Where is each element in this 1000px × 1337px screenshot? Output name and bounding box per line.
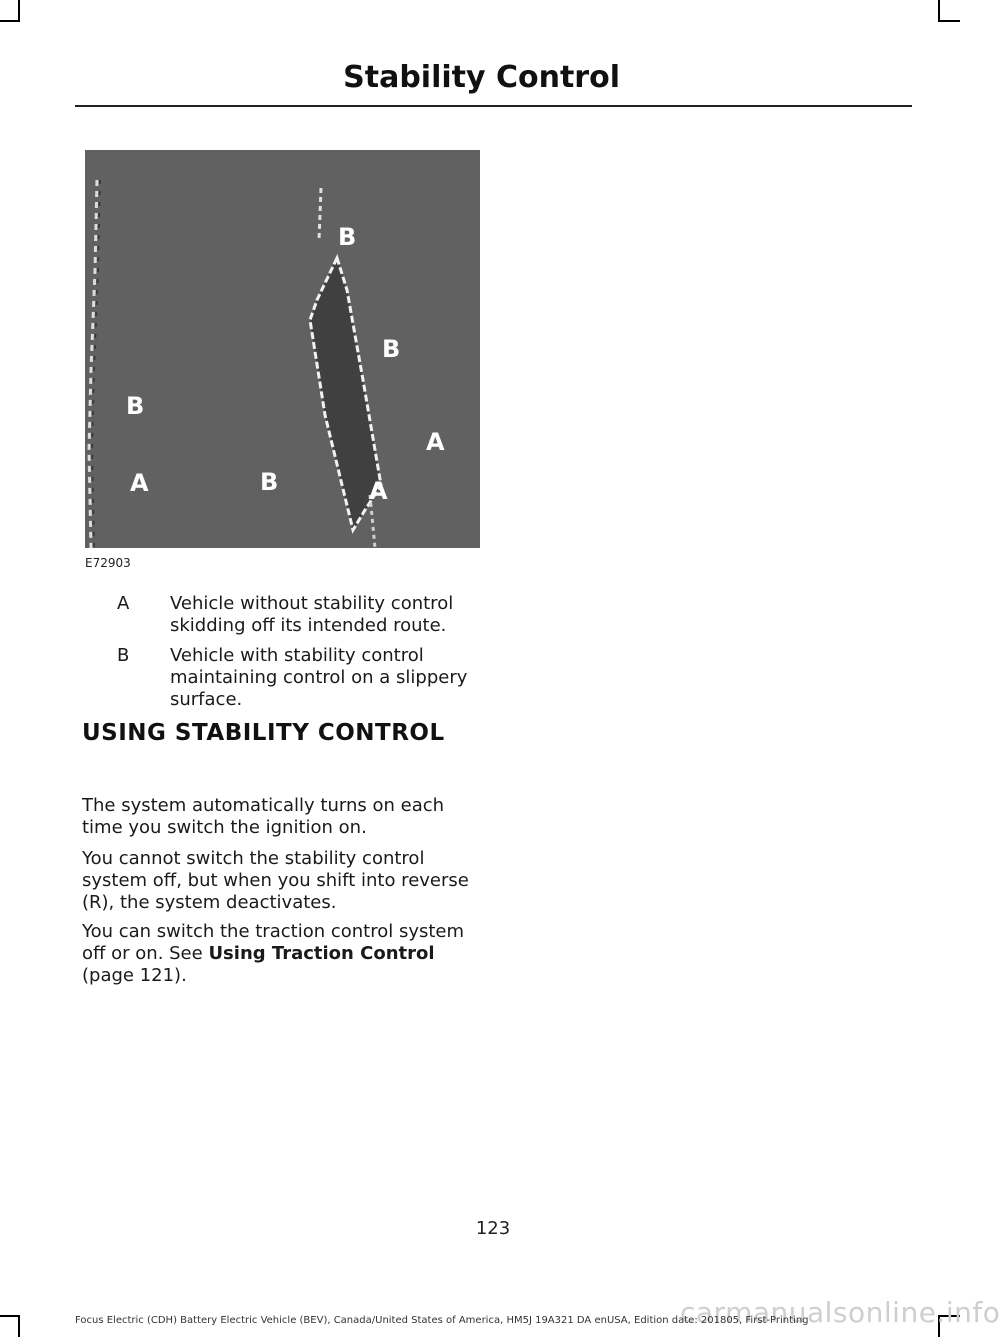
legend-key: B <box>117 645 130 666</box>
legend-text: Vehicle without stability control skidding off its intended route. <box>170 593 454 636</box>
section-heading: USING STABILITY CONTROL <box>82 720 445 746</box>
crop-mark <box>18 0 20 22</box>
crop-mark <box>940 20 960 22</box>
paragraph: The system automatically turns on each time you switch the ignition on. <box>82 795 445 838</box>
crop-mark <box>938 0 940 22</box>
figure-label-a: A <box>369 477 388 505</box>
footer-edition: Focus Electric (CDH) Battery Electric Vehicle (BEV), Canada/United States of America, HM5J 19A321 DA enUSA, Edition date: 201805, First-Printing <box>75 1315 809 1326</box>
page-reference: (page 121). <box>82 965 187 986</box>
cross-reference-link[interactable]: Using Traction Control <box>208 943 435 964</box>
paragraph: You cannot switch the stability control system off, but when you shift into reverse (R), the system deactivates. <box>82 848 469 913</box>
figure-label-b: B <box>260 468 279 496</box>
figure-label-b: B <box>126 392 145 420</box>
crop-mark <box>0 20 20 22</box>
figure-label-a: A <box>426 428 445 456</box>
crop-mark <box>18 1315 20 1337</box>
legend-key: A <box>117 593 130 614</box>
crop-mark <box>0 1315 20 1317</box>
figure-code: E72903 <box>85 556 131 570</box>
figure-label-a: A <box>130 469 149 497</box>
page-number: 123 <box>475 1218 511 1239</box>
header-divider <box>75 105 912 107</box>
watermark: carmanualsonline.info <box>680 1296 1000 1329</box>
paragraph <box>82 921 482 987</box>
figure-label-b: B <box>338 223 357 251</box>
paragraph-text: You can switch the traction control system off or on. See <box>82 921 465 964</box>
stability-control-illustration <box>85 150 480 548</box>
page-title: Stability Control <box>343 60 620 95</box>
figure-label-b: B <box>382 335 401 363</box>
legend-text: Vehicle with stability control maintaining control on a slippery surface. <box>170 645 468 710</box>
